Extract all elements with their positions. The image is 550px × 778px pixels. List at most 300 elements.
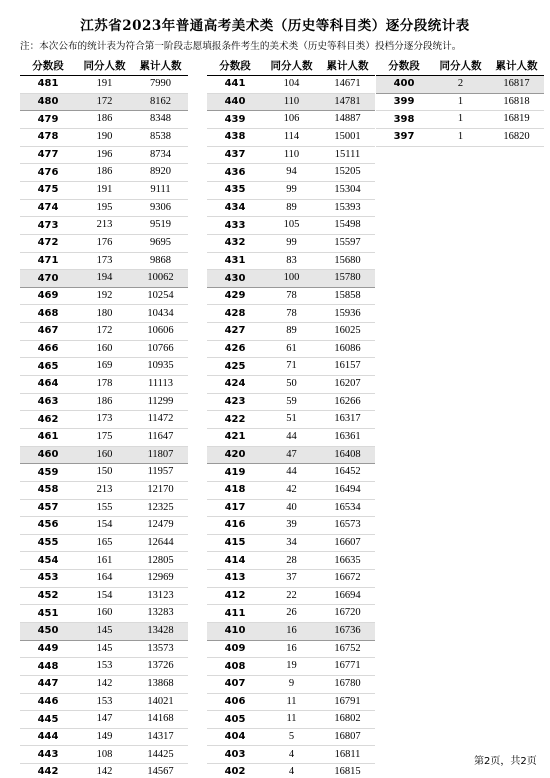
score-cell: 426 <box>207 340 263 358</box>
cumulative-cell: 15858 <box>320 287 375 305</box>
same-count-cell: 83 <box>263 252 320 270</box>
table-row <box>20 693 188 711</box>
cumulative-cell: 9519 <box>133 217 188 235</box>
table-row <box>20 587 188 605</box>
table-row <box>20 199 188 217</box>
score-cell: 411 <box>207 605 263 623</box>
same-count-cell: 22 <box>263 587 320 605</box>
table-row <box>207 711 375 729</box>
score-cell: 459 <box>20 464 76 482</box>
header-same-count: 同分人数 <box>263 58 320 76</box>
score-cell: 472 <box>20 234 76 252</box>
table-row <box>20 305 188 323</box>
score-cell: 418 <box>207 481 263 499</box>
same-count-cell: 180 <box>76 305 133 323</box>
table-row <box>376 111 544 129</box>
table-row <box>207 658 375 676</box>
cumulative-cell: 14887 <box>320 111 375 129</box>
same-count-cell: 71 <box>263 358 320 376</box>
score-cell: 457 <box>20 499 76 517</box>
same-count-cell: 5 <box>263 728 320 746</box>
cumulative-cell: 8348 <box>133 111 188 129</box>
table-row <box>207 481 375 499</box>
score-cell: 406 <box>207 693 263 711</box>
cumulative-cell: 16317 <box>320 411 375 429</box>
same-count-cell: 160 <box>76 446 133 464</box>
cumulative-cell: 8734 <box>133 146 188 164</box>
cumulative-cell: 16452 <box>320 464 375 482</box>
table-row <box>20 76 188 94</box>
score-cell: 429 <box>207 287 263 305</box>
table-row <box>20 675 188 693</box>
cumulative-cell: 16815 <box>320 764 375 778</box>
same-count-cell: 59 <box>263 393 320 411</box>
table-row <box>20 570 188 588</box>
cumulative-cell: 16780 <box>320 675 375 693</box>
table-row <box>20 111 188 129</box>
cumulative-cell: 9868 <box>133 252 188 270</box>
cumulative-cell: 10254 <box>133 287 188 305</box>
score-cell: 454 <box>20 552 76 570</box>
same-count-cell: 172 <box>76 93 133 111</box>
header-cumulative: 累计人数 <box>489 58 544 76</box>
cumulative-cell: 7990 <box>133 76 188 94</box>
score-cell: 432 <box>207 234 263 252</box>
table-row <box>207 764 375 778</box>
score-cell: 468 <box>20 305 76 323</box>
same-count-cell: 47 <box>263 446 320 464</box>
cumulative-cell: 16635 <box>320 552 375 570</box>
same-count-cell: 4 <box>263 746 320 764</box>
table-row <box>207 428 375 446</box>
table-row <box>20 658 188 676</box>
table-row <box>20 181 188 199</box>
same-count-cell: 110 <box>263 93 320 111</box>
table-row <box>20 446 188 464</box>
cumulative-cell: 16361 <box>320 428 375 446</box>
score-cell: 474 <box>20 199 76 217</box>
score-cell: 439 <box>207 111 263 129</box>
table-row <box>207 534 375 552</box>
header-cumulative: 累计人数 <box>320 58 375 76</box>
score-cell: 408 <box>207 658 263 676</box>
table-row <box>207 270 375 288</box>
table-row <box>20 728 188 746</box>
score-cell: 460 <box>20 446 76 464</box>
score-cell: 424 <box>207 376 263 394</box>
table-row <box>207 675 375 693</box>
same-count-cell: 89 <box>263 199 320 217</box>
table-row <box>207 499 375 517</box>
same-count-cell: 191 <box>76 181 133 199</box>
table-row <box>207 340 375 358</box>
cumulative-cell: 13123 <box>133 587 188 605</box>
table-row <box>207 252 375 270</box>
table-row <box>207 146 375 164</box>
score-cell: 423 <box>207 393 263 411</box>
table-row <box>207 640 375 658</box>
cumulative-cell: 14567 <box>133 764 188 778</box>
table-row <box>207 393 375 411</box>
same-count-cell: 78 <box>263 305 320 323</box>
same-count-cell: 150 <box>76 464 133 482</box>
table-row <box>20 252 188 270</box>
cumulative-cell: 14781 <box>320 93 375 111</box>
cumulative-cell: 13428 <box>133 623 188 641</box>
score-cell: 473 <box>20 217 76 235</box>
table-row <box>20 605 188 623</box>
cumulative-cell: 16720 <box>320 605 375 623</box>
cumulative-cell: 12170 <box>133 481 188 499</box>
cumulative-cell: 16025 <box>320 323 375 341</box>
table-row <box>20 746 188 764</box>
same-count-cell: 154 <box>76 587 133 605</box>
score-cell: 478 <box>20 129 76 147</box>
cumulative-cell: 8920 <box>133 164 188 182</box>
same-count-cell: 99 <box>263 181 320 199</box>
cumulative-cell: 15498 <box>320 217 375 235</box>
score-cell: 467 <box>20 323 76 341</box>
cumulative-cell: 16752 <box>320 640 375 658</box>
score-cell: 471 <box>20 252 76 270</box>
cumulative-cell: 13868 <box>133 675 188 693</box>
cumulative-cell: 11472 <box>133 411 188 429</box>
cumulative-cell: 10766 <box>133 340 188 358</box>
score-cell: 448 <box>20 658 76 676</box>
same-count-cell: 153 <box>76 693 133 711</box>
table-row <box>207 129 375 147</box>
same-count-cell: 94 <box>263 164 320 182</box>
same-count-cell: 145 <box>76 623 133 641</box>
same-count-cell: 1 <box>432 93 489 111</box>
score-cell: 443 <box>20 746 76 764</box>
header-score: 分数段 <box>207 58 263 76</box>
same-count-cell: 110 <box>263 146 320 164</box>
table-row <box>207 323 375 341</box>
same-count-cell: 213 <box>76 217 133 235</box>
same-count-cell: 37 <box>263 570 320 588</box>
page-title: 江苏省2023年普通高考美术类（历史等科目类）逐分段统计表 <box>80 18 470 34</box>
score-cell: 449 <box>20 640 76 658</box>
same-count-cell: 105 <box>263 217 320 235</box>
page-footer: 第2页，共2页 <box>474 756 537 767</box>
same-count-cell: 186 <box>76 111 133 129</box>
score-cell: 477 <box>20 146 76 164</box>
table-row <box>20 764 188 778</box>
same-count-cell: 40 <box>263 499 320 517</box>
cumulative-cell: 15304 <box>320 181 375 199</box>
score-cell: 409 <box>207 640 263 658</box>
header-cumulative: 累计人数 <box>133 58 188 76</box>
score-cell: 437 <box>207 146 263 164</box>
same-count-cell: 11 <box>263 711 320 729</box>
cumulative-cell: 16694 <box>320 587 375 605</box>
cumulative-cell: 9111 <box>133 181 188 199</box>
table-row <box>20 428 188 446</box>
same-count-cell: 11 <box>263 693 320 711</box>
table-row <box>207 693 375 711</box>
same-count-cell: 160 <box>76 340 133 358</box>
same-count-cell: 186 <box>76 393 133 411</box>
table-row <box>207 728 375 746</box>
same-count-cell: 192 <box>76 287 133 305</box>
score-cell: 469 <box>20 287 76 305</box>
same-count-cell: 142 <box>76 764 133 778</box>
table-row <box>376 76 544 94</box>
score-cell: 412 <box>207 587 263 605</box>
score-cell: 403 <box>207 746 263 764</box>
table-row <box>20 93 188 111</box>
cumulative-cell: 16791 <box>320 693 375 711</box>
cumulative-cell: 11299 <box>133 393 188 411</box>
cumulative-cell: 10434 <box>133 305 188 323</box>
score-cell: 481 <box>20 76 76 94</box>
same-count-cell: 155 <box>76 499 133 517</box>
score-cell: 436 <box>207 164 263 182</box>
same-count-cell: 44 <box>263 428 320 446</box>
score-cell: 447 <box>20 675 76 693</box>
cumulative-cell: 16534 <box>320 499 375 517</box>
score-cell: 413 <box>207 570 263 588</box>
score-cell: 421 <box>207 428 263 446</box>
table-row <box>207 181 375 199</box>
score-table-1 <box>20 58 188 778</box>
score-cell: 416 <box>207 517 263 535</box>
same-count-cell: 1 <box>432 111 489 129</box>
score-cell: 464 <box>20 376 76 394</box>
cumulative-cell: 12479 <box>133 517 188 535</box>
score-cell: 450 <box>20 623 76 641</box>
table-row <box>20 517 188 535</box>
same-count-cell: 16 <box>263 623 320 641</box>
table-row <box>20 623 188 641</box>
same-count-cell: 160 <box>76 605 133 623</box>
cumulative-cell: 16266 <box>320 393 375 411</box>
table-row <box>207 746 375 764</box>
same-count-cell: 114 <box>263 129 320 147</box>
score-cell: 476 <box>20 164 76 182</box>
score-cell: 463 <box>20 393 76 411</box>
table-row <box>20 234 188 252</box>
table-row <box>20 340 188 358</box>
same-count-cell: 145 <box>76 640 133 658</box>
cumulative-cell: 16573 <box>320 517 375 535</box>
cumulative-cell: 15936 <box>320 305 375 323</box>
same-count-cell: 154 <box>76 517 133 535</box>
cumulative-cell: 12805 <box>133 552 188 570</box>
cumulative-cell: 9306 <box>133 199 188 217</box>
score-cell: 480 <box>20 93 76 111</box>
header-same-count: 同分人数 <box>76 58 133 76</box>
table-row <box>20 464 188 482</box>
same-count-cell: 175 <box>76 428 133 446</box>
cumulative-cell: 15205 <box>320 164 375 182</box>
cumulative-cell: 12325 <box>133 499 188 517</box>
same-count-cell: 191 <box>76 76 133 94</box>
table-row <box>20 552 188 570</box>
table-row <box>20 534 188 552</box>
cumulative-cell: 16818 <box>489 93 544 111</box>
table-row <box>20 411 188 429</box>
same-count-cell: 196 <box>76 146 133 164</box>
score-cell: 444 <box>20 728 76 746</box>
table-row <box>207 464 375 482</box>
cumulative-cell: 15001 <box>320 129 375 147</box>
same-count-cell: 173 <box>76 411 133 429</box>
same-count-cell: 172 <box>76 323 133 341</box>
table-row <box>20 287 188 305</box>
cumulative-cell: 16207 <box>320 376 375 394</box>
score-cell: 466 <box>20 340 76 358</box>
cumulative-cell: 16811 <box>320 746 375 764</box>
same-count-cell: 9 <box>263 675 320 693</box>
cumulative-cell: 10606 <box>133 323 188 341</box>
cumulative-cell: 12644 <box>133 534 188 552</box>
score-cell: 425 <box>207 358 263 376</box>
table-row <box>20 323 188 341</box>
cumulative-cell: 14671 <box>320 76 375 94</box>
cumulative-cell: 11957 <box>133 464 188 482</box>
table-row <box>207 305 375 323</box>
score-cell: 453 <box>20 570 76 588</box>
same-count-cell: 51 <box>263 411 320 429</box>
score-cell: 458 <box>20 481 76 499</box>
same-count-cell: 186 <box>76 164 133 182</box>
cumulative-cell: 13726 <box>133 658 188 676</box>
same-count-cell: 176 <box>76 234 133 252</box>
same-count-cell: 50 <box>263 376 320 394</box>
cumulative-cell: 13573 <box>133 640 188 658</box>
table-row <box>207 358 375 376</box>
score-cell: 400 <box>376 76 432 94</box>
cumulative-cell: 16607 <box>320 534 375 552</box>
same-count-cell: 213 <box>76 481 133 499</box>
header-score: 分数段 <box>20 58 76 76</box>
score-cell: 445 <box>20 711 76 729</box>
cumulative-cell: 11807 <box>133 446 188 464</box>
cumulative-cell: 14425 <box>133 746 188 764</box>
table-row <box>207 111 375 129</box>
same-count-cell: 106 <box>263 111 320 129</box>
score-cell: 479 <box>20 111 76 129</box>
cumulative-cell: 16494 <box>320 481 375 499</box>
same-count-cell: 100 <box>263 270 320 288</box>
cumulative-cell: 10062 <box>133 270 188 288</box>
table-row <box>207 587 375 605</box>
same-count-cell: 1 <box>432 129 489 147</box>
score-cell: 435 <box>207 181 263 199</box>
score-cell: 452 <box>20 587 76 605</box>
same-count-cell: 153 <box>76 658 133 676</box>
score-cell: 420 <box>207 446 263 464</box>
same-count-cell: 39 <box>263 517 320 535</box>
cumulative-cell: 14168 <box>133 711 188 729</box>
table-row <box>207 76 375 94</box>
table-row <box>207 623 375 641</box>
score-cell: 407 <box>207 675 263 693</box>
cumulative-cell: 15111 <box>320 146 375 164</box>
same-count-cell: 42 <box>263 481 320 499</box>
score-cell: 470 <box>20 270 76 288</box>
table-row <box>20 270 188 288</box>
table-row <box>207 552 375 570</box>
score-cell: 419 <box>207 464 263 482</box>
score-cell: 404 <box>207 728 263 746</box>
table-row <box>207 446 375 464</box>
table-row <box>376 93 544 111</box>
cumulative-cell: 15680 <box>320 252 375 270</box>
table-row <box>20 358 188 376</box>
same-count-cell: 78 <box>263 287 320 305</box>
cumulative-cell: 15393 <box>320 199 375 217</box>
score-cell: 456 <box>20 517 76 535</box>
cumulative-cell: 8162 <box>133 93 188 111</box>
cumulative-cell: 11113 <box>133 376 188 394</box>
table-row <box>376 129 544 147</box>
note-text: 注：本次公布的统计表为符合第一阶段志愿填报条件考生的美术类（历史等科目类）投档分逐分段统计。 <box>20 41 462 52</box>
score-cell: 428 <box>207 305 263 323</box>
header-score: 分数段 <box>376 58 432 76</box>
score-cell: 430 <box>207 270 263 288</box>
same-count-cell: 190 <box>76 129 133 147</box>
cumulative-cell: 14317 <box>133 728 188 746</box>
score-cell: 455 <box>20 534 76 552</box>
same-count-cell: 149 <box>76 728 133 746</box>
same-count-cell: 147 <box>76 711 133 729</box>
cumulative-cell: 8538 <box>133 129 188 147</box>
table-row <box>20 164 188 182</box>
same-count-cell: 165 <box>76 534 133 552</box>
same-count-cell: 195 <box>76 199 133 217</box>
cumulative-cell: 16817 <box>489 76 544 94</box>
same-count-cell: 194 <box>76 270 133 288</box>
same-count-cell: 178 <box>76 376 133 394</box>
table-row <box>20 217 188 235</box>
table-row <box>20 711 188 729</box>
score-cell: 461 <box>20 428 76 446</box>
table-row <box>207 517 375 535</box>
score-cell: 427 <box>207 323 263 341</box>
same-count-cell: 26 <box>263 605 320 623</box>
score-cell: 398 <box>376 111 432 129</box>
table-row <box>20 129 188 147</box>
score-cell: 417 <box>207 499 263 517</box>
score-cell: 440 <box>207 93 263 111</box>
table-row <box>207 217 375 235</box>
score-cell: 434 <box>207 199 263 217</box>
table-row <box>207 234 375 252</box>
cumulative-cell: 15780 <box>320 270 375 288</box>
score-cell: 446 <box>20 693 76 711</box>
table-row <box>207 93 375 111</box>
same-count-cell: 164 <box>76 570 133 588</box>
same-count-cell: 44 <box>263 464 320 482</box>
score-cell: 441 <box>207 76 263 94</box>
table-row <box>207 287 375 305</box>
score-cell: 433 <box>207 217 263 235</box>
cumulative-cell: 16408 <box>320 446 375 464</box>
table-row <box>207 376 375 394</box>
score-cell: 415 <box>207 534 263 552</box>
table-row <box>20 376 188 394</box>
score-cell: 414 <box>207 552 263 570</box>
same-count-cell: 169 <box>76 358 133 376</box>
table-row <box>207 411 375 429</box>
table-row <box>20 640 188 658</box>
cumulative-cell: 11647 <box>133 428 188 446</box>
same-count-cell: 2 <box>432 76 489 94</box>
cumulative-cell: 16820 <box>489 129 544 147</box>
